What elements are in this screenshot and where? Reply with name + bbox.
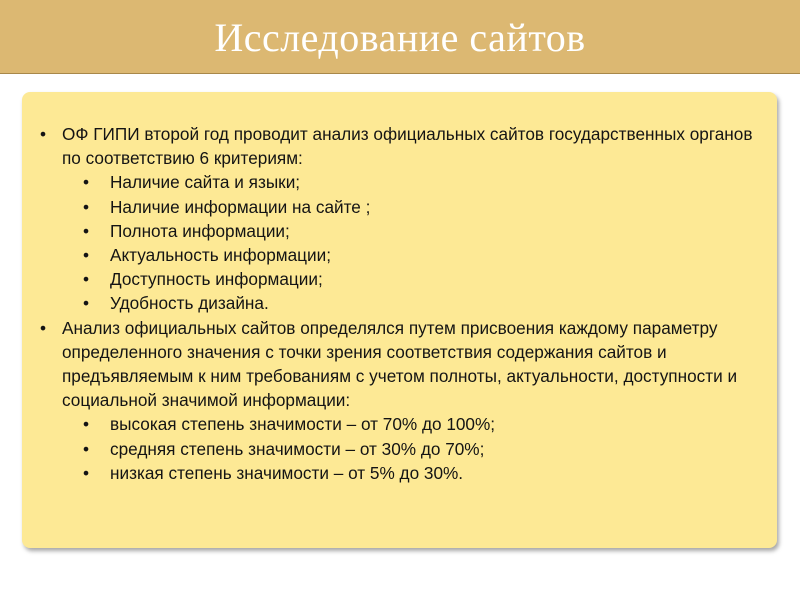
list-item-text: низкая степень значимости – от 5% до 30%. <box>110 462 464 483</box>
slide-title: Исследование сайтов <box>214 15 586 60</box>
bullet-icon: • <box>83 293 90 314</box>
list-item <box>83 170 765 194</box>
title-bar <box>0 0 800 74</box>
list-item <box>83 267 765 291</box>
list-item-text: Доступность информации; <box>110 269 323 290</box>
bullet-icon: • <box>83 462 90 483</box>
list-item-text: высокая степень значимости – от 70% до 100%; <box>110 414 496 435</box>
content-box <box>22 92 777 548</box>
bullet-icon: • <box>40 317 47 338</box>
list-item-text: ОФ ГИПИ второй год проводит анализ официальных сайтов государственных органов по соответствию 6 критериям: <box>62 124 753 169</box>
bullet-icon: • <box>83 438 90 459</box>
list-item-text: Полнота информации; <box>110 220 290 241</box>
list-item-text: средняя степень значимости – от 30% до 70%; <box>110 438 485 459</box>
list-item-text: Наличие информации на сайте ; <box>110 196 371 217</box>
bullet-icon: • <box>83 172 90 193</box>
list-item <box>83 219 765 243</box>
bullet-icon: • <box>83 414 90 435</box>
bullet-icon: • <box>83 269 90 290</box>
list-item <box>83 243 765 267</box>
list-item-text: Наличие сайта и языки; <box>110 172 301 193</box>
list-item <box>40 316 765 485</box>
bullet-icon: • <box>83 220 90 241</box>
sub-bullet-list <box>62 170 765 315</box>
list-item <box>83 195 765 219</box>
list-item-text: Актуальность информации; <box>110 245 331 266</box>
bullet-icon: • <box>83 196 90 217</box>
sub-bullet-list <box>62 412 765 485</box>
list-item-text: Анализ официальных сайтов определялся путем присвоения каждому параметру определенного значения с точки зрения соответствия содержания сайтов и предъявляемым к ним требованиям с учетом полноты, актуальности, доступности и социальной значимой информации: <box>62 317 738 411</box>
list-item <box>40 122 765 316</box>
list-item <box>83 461 765 485</box>
list-item <box>83 412 765 436</box>
bullet-icon: • <box>83 245 90 266</box>
list-item-text: Удобность дизайна. <box>110 293 269 314</box>
bullet-icon: • <box>40 124 47 144</box>
list-item <box>83 291 765 315</box>
bullet-list <box>40 122 765 485</box>
list-item <box>83 437 765 461</box>
